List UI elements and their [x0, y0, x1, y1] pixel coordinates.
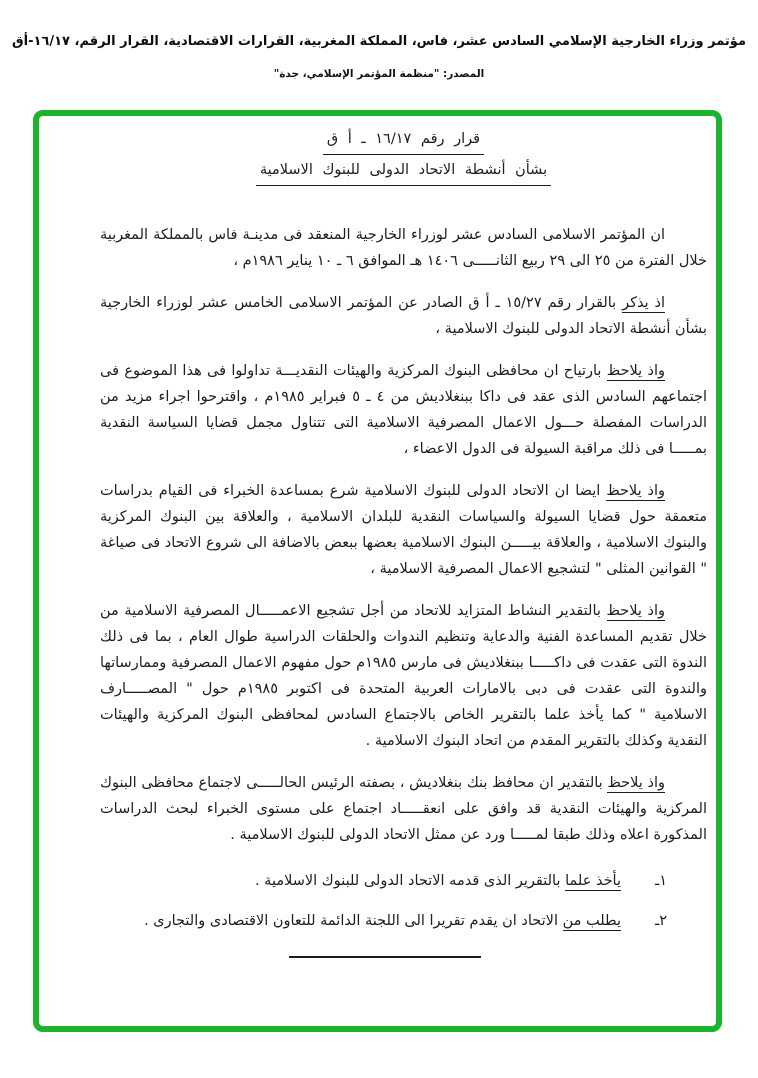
document-source-line: المصدر: "منظمة المؤتمر الإسلامي، جدة"	[273, 68, 485, 80]
paragraph: واذ يلاحظ بالتقدير ان محافظ بنك بنغلاديش ، بصفته الرئيس الحالـــــى لاجتماع محافظى البنوك المركزية والهيئات النقدية قد وافق على انعقـــــاد اجتماع على مستوى الخبراء لبحث الدراسات المذكورة اعلاه وذلك طبقا لمـــــا ورد عن ممثل الاتحاد الدولى للبنوك الاسلامية .	[100, 775, 707, 843]
paragraph: واذ يلاحظ ايضا ان الاتحاد الدولى للبنوك الاسلامية شرع بمساعدة الخبراء فى القيام بدراسات متعمقة حول قضايا السيولة والسياسات النقدية للبلدان الاسلامية ، والعلاقة بين البنوك المركزية والبنوك الاسلامية ، والعلاقة بيـــــن البنوك الاسلامية بعضها ببعض بالاضافة الى شروع الاتحاد فى صياغة " القوانين المثلى " لتشجيع الاعمال المصرفية الاسلامية ،	[100, 483, 707, 577]
paragraph: ان المؤتمر الاسلامى السادس عشر لوزراء الخارجية المنعقد فى مدينـة فاس بالمملكة المغربية خلال الفترة من ٢٥ الى ٢٩ ربيع الثانـــــى ١٤٠٦ هـ الموافق ٦ ـ ١٠ يناير ١٩٨٦م ،	[100, 227, 707, 269]
item-number: ١ـ	[654, 873, 667, 889]
item-lead-underlined: يطلب من	[562, 913, 621, 929]
paragraph: واذ يلاحظ بارتياح ان محافظى البنوك المركزية والهيئات النقديـــة تداولوا فى هذا الموضوع فى اجتماعهم السادس الذى عقد فى داكا ببنغلاديش من ٤ ـ ٥ فبراير ١٩٨٥م ، واقترحوا اجراء مزيد من الدراسات المفصلة حـــول الاعمال المصرفية الاسلامية التى تتناول مجمل قضايا السياسة النقدية بمـــــا فى ذلك مراقبة السيولة فى الدول الاعضاء ،	[100, 363, 707, 457]
operative-item	[100, 908, 707, 934]
resolution-number: قرار رقم ١٦/١٧ ـ أ ق	[323, 126, 484, 155]
resolution-title-line1	[100, 126, 707, 155]
document-header-line: مؤتمر وزراء الخارجية الإسلامي السادس عشر، فاس، المملكة المغربية، القرارات الاقتصادية، القرار الرقم، ١٦/١٧-أق	[12, 34, 746, 49]
item-lead-underlined: يأخذ علما	[565, 873, 621, 889]
item-text: يأخذ علما بالتقرير الذى قدمه الاتحاد الدولى للبنوك الاسلامية .	[254, 873, 621, 889]
document-green-frame	[33, 110, 722, 1032]
paragraph-lead-underlined: واذ يلاحظ	[606, 363, 665, 379]
item-text: يطلب من الاتحاد ان يقدم تقريرا الى اللجنة الدائمة للتعاون الاقتصادى والتجارى .	[144, 913, 621, 929]
document-content	[100, 126, 707, 958]
resolution-paragraphs	[100, 222, 707, 848]
resolution-subject: بشأن أنشطة الاتحاد الدولى للبنوك الاسلامية	[256, 157, 551, 186]
resolution-title-line2	[100, 157, 707, 186]
resolution-operative-items	[100, 868, 707, 934]
paragraph: اذ يذكر بالقرار رقم ١٥/٢٧ ـ أ ق الصادر عن المؤتمر الاسلامى الخامس عشر لوزراء الخارجية بشأن أنشطة الاتحاد الدولى للبنوك الاسلامية ،	[100, 295, 707, 337]
paragraph-lead-underlined: واذ يلاحظ	[607, 775, 666, 791]
operative-item	[100, 868, 707, 894]
item-number: ٢ـ	[654, 913, 667, 929]
paragraph: واذ يلاحظ بالتقدير النشاط المتزايد للاتحاد من أجل تشجيع الاعمـــــال المصرفية الاسلامية من خلال تقديم المساعدة الفنية والدعاية وتنظيم الندوات والحلقات الدراسية طوال العام ، بما فى ذلك الندوة التى عقدت فى داكـــــا ببنغلاديش فى مارس ١٩٨٥م حول مفهوم الاعمال المصرفية وممارساتها والندوة التى عقدت فى دبى بالامارات العربية المتحدة فى اكتوبر ١٩٨٥م حول " المصـــــارف الاسلامية " كما يأخذ علما بالتقرير الخاص بالاجتماع السادس لمحافظى البنوك المركزية والهيئات النقدية وكذلك بالتقرير المقدم من اتحاد البنوك الاسلامية .	[100, 603, 707, 749]
closing-rule	[289, 956, 481, 958]
paragraph-lead-underlined: واذ يلاحظ	[606, 483, 666, 499]
paragraph-lead-underlined: اذ يذكر	[622, 295, 666, 311]
paragraph-lead-underlined: واذ يلاحظ	[606, 603, 665, 619]
